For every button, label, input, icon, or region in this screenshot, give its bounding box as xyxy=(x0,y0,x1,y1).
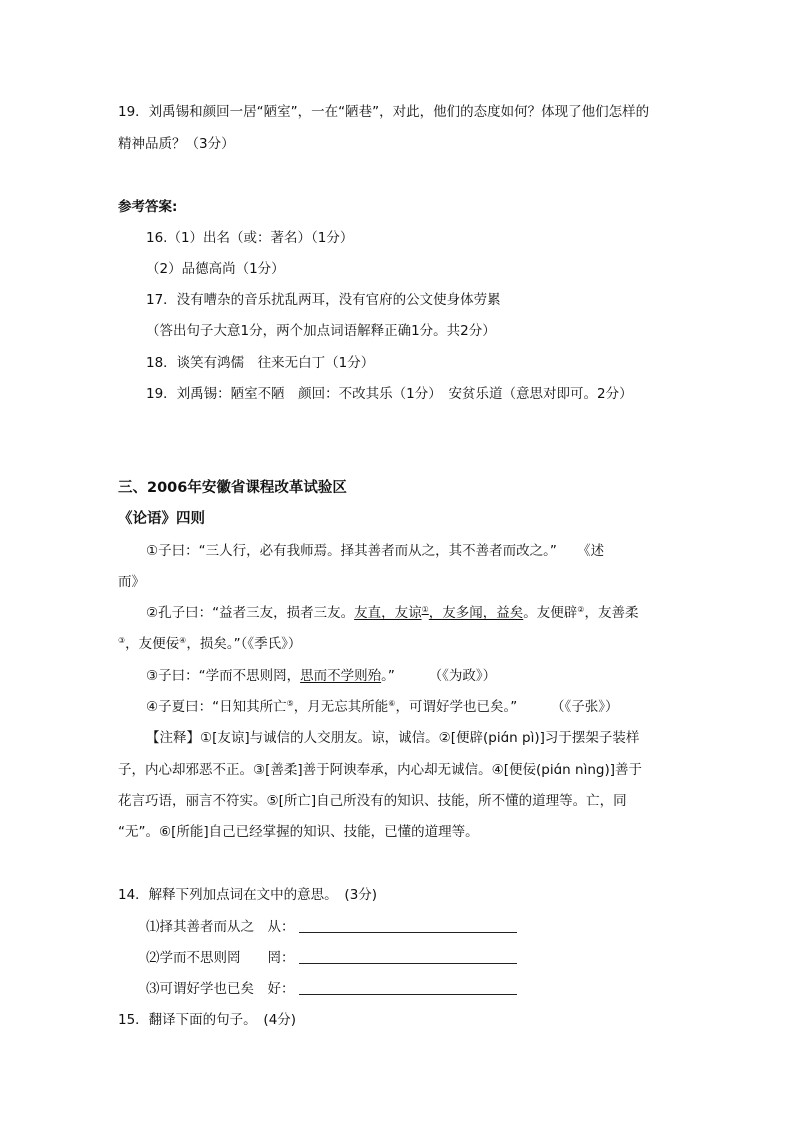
passage-2-text-c: ，友善柔 xyxy=(584,605,639,621)
passage-4-text-a: ④子夏曰：“日知其所亡 xyxy=(146,699,287,715)
passage-3 xyxy=(146,666,496,686)
passage-2-text-b: 。友便辟 xyxy=(523,605,578,621)
question-14-item-3 xyxy=(146,979,517,999)
passage-2-line-2-text-a: ，友便佞 xyxy=(125,636,180,652)
answer-16-1: 16.（1）出名（或：著名）（1分） xyxy=(146,230,354,246)
passage-1-line-1: ①子曰：“三人行，必有我师焉。择其善者而从之，其不善者而改之。” 《述 xyxy=(146,543,605,559)
question-14: 14．解释下列加点词在文中的意思。 (3分) xyxy=(118,887,378,903)
passage-4-text-b: ，月无忘其所能 xyxy=(293,699,389,715)
passage-4 xyxy=(146,697,618,717)
footnote-mark-2: ② xyxy=(577,605,585,614)
answer-17-note: （答出句子大意1分，两个加点词语解释正确1分。共2分） xyxy=(146,323,496,339)
notes-line-4: “无”。⑥[所能]自己已经掌握的知识、技能，已懂的道理等。 xyxy=(118,824,479,840)
question-14-item-1-label: ⑴择其善者而从之 从： xyxy=(146,919,295,935)
passage-2-underlined-1: 友直，友谅 xyxy=(354,605,422,621)
footnote-mark-3: ③ xyxy=(118,636,126,645)
footnote-mark-5: ⑤ xyxy=(286,699,294,708)
notes-line-1: 【注释】①[友谅]与诚信的人交朋友。谅，诚信。②[便辟(piɑ́n pì)]习于摆架子装样 xyxy=(146,730,640,746)
section-subheading: 《论语》四则 xyxy=(118,511,205,527)
question-14-item-1 xyxy=(146,917,517,937)
answer-17: 17．没有嘈杂的音乐扰乱两耳，没有官府的公文使身体劳累 xyxy=(146,292,501,308)
question-14-item-2-label: ⑵学而不思则罔 罔： xyxy=(146,950,295,966)
footnote-mark-4: ④ xyxy=(179,636,187,645)
answers-title: 参考答案: xyxy=(118,199,178,215)
question-15: 15．翻译下面的句子。 (4分) xyxy=(118,1012,297,1028)
answer-blank-2[interactable] xyxy=(299,950,517,964)
passage-3-text-a: ③子曰：“学而不思则罔， xyxy=(146,668,301,684)
passage-2-line-2-text-b: ，损矣。”（《季氏》） xyxy=(186,636,302,652)
notes-line-2: 子，内心却邪恶不正。③[善柔]善于阿谀奉承，内心却无诚信。④[便佞(piɑ́n nìng)]善于 xyxy=(118,762,642,778)
footnote-mark-6: ⑥ xyxy=(388,699,396,708)
passage-2-line-1 xyxy=(146,603,638,623)
passage-1-line-2: 而》 xyxy=(118,574,145,590)
answer-19: 19．刘禹锡：陋室不陋 颜回：不改其乐（1分） 安贫乐道（意思对即可。2分） xyxy=(146,386,633,402)
footnote-mark-1: ① xyxy=(421,605,429,614)
question-14-item-2 xyxy=(146,948,517,968)
question-14-item-3-label: ⑶可谓好学也已矣 好： xyxy=(146,981,295,997)
answer-blank-3[interactable] xyxy=(299,981,517,995)
passage-2-line-2 xyxy=(118,634,301,654)
answer-16-2: （2）品德高尚（1分） xyxy=(146,261,285,277)
passage-3-underlined: 思而不学则殆 xyxy=(300,668,382,684)
notes-line-3: 花言巧语，丽言不符实。⑤[所亡]自己所没有的知识、技能，所不懂的道理等。亡，同 xyxy=(118,793,627,809)
passage-2-underlined-2: ，友多闻，益矣 xyxy=(428,605,524,621)
answer-blank-1[interactable] xyxy=(299,919,517,933)
passage-4-text-c: ，可谓好学也已矣。” （《子张》） xyxy=(395,699,619,715)
question-19-line-1: 19．刘禹锡和颜回一居“陋室”，一在“陋巷”，对此，他们的态度如何？体现了他们怎样的 xyxy=(118,104,650,120)
passage-3-text-b: 。” （《为政》） xyxy=(381,668,497,684)
passage-2-text-a: ②孔子曰：“益者三友，损者三友。 xyxy=(146,605,355,621)
answer-18: 18．谈笑有鸿儒 往来无白丁（1分） xyxy=(146,355,375,371)
question-19-line-2: 精神品质？（3分） xyxy=(118,136,235,152)
section-heading: 三、2006年安徽省课程改革试验区 xyxy=(118,480,347,496)
